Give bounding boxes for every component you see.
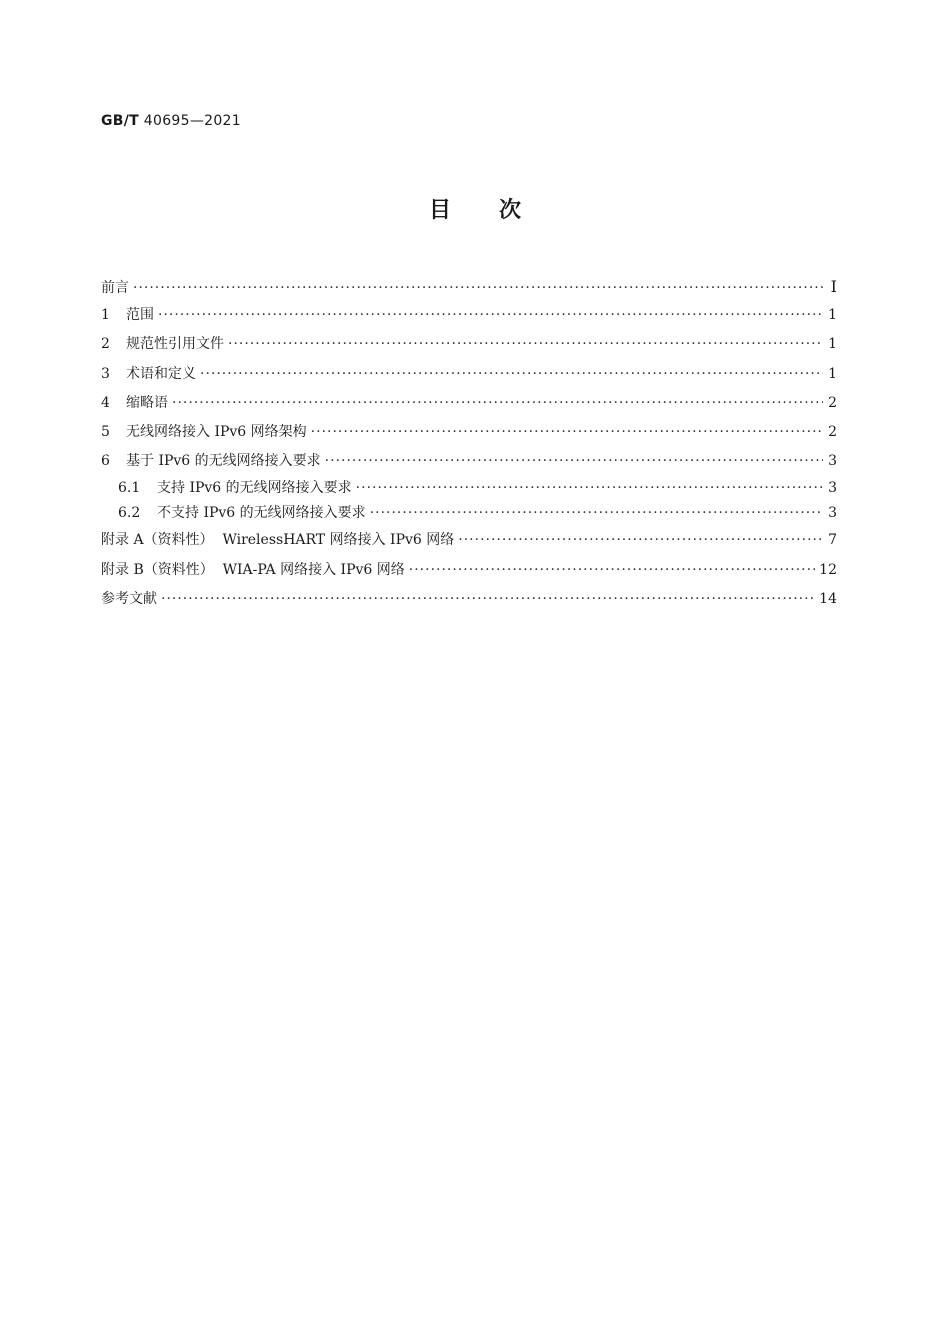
standard-number: 40695—2021: [143, 113, 241, 129]
toc-entry-label: 规范性引用文件: [126, 336, 224, 353]
toc-entry-label: 附录 B（资料性） WIA-PA 网络接入 IPv6 网络: [101, 561, 405, 578]
toc-entry-page: 3: [828, 505, 837, 522]
toc-entry-bibliography[interactable]: [101, 585, 837, 614]
standard-code: [101, 113, 241, 129]
toc-entry-abbreviations[interactable]: [101, 389, 837, 418]
toc-entry-number: 4: [101, 394, 110, 411]
dot-leader: [325, 447, 823, 476]
dot-leader: [356, 476, 823, 501]
dot-leader: [311, 418, 823, 447]
toc-entry-label: 基于 IPv6 的无线网络接入要求: [126, 453, 321, 470]
toc-entry-number: 6: [101, 453, 110, 470]
toc-entry-page: 2: [828, 394, 837, 411]
toc-entry-label: 缩略语: [126, 394, 168, 411]
toc-entry-requirements[interactable]: [101, 447, 837, 476]
dot-leader: [161, 585, 815, 614]
dot-leader: [172, 389, 823, 418]
dot-leader: [409, 556, 815, 585]
toc-entry-number: 1: [101, 307, 110, 324]
toc-entry-terms-definitions[interactable]: [101, 360, 837, 389]
toc-title: 目次: [428, 198, 569, 223]
toc-entry-label: 无线网络接入 IPv6 网络架构: [126, 423, 307, 440]
toc-entry-page: I: [830, 277, 837, 296]
toc-entry-label: 范围: [126, 307, 154, 324]
table-of-contents: [101, 272, 837, 614]
toc-entry-page: 1: [828, 365, 837, 382]
toc-entry-number: 6.1: [118, 480, 141, 497]
toc-entry-page: 12: [819, 561, 837, 578]
toc-entry-page: 14: [819, 590, 837, 607]
toc-entry-number: 3: [101, 365, 110, 382]
dot-leader: [370, 501, 823, 526]
toc-entry-page: 2: [828, 423, 837, 440]
dot-leader: [458, 526, 823, 555]
toc-entry-label: 不支持 IPv6 的无线网络接入要求: [157, 505, 366, 522]
standard-prefix: GB/T: [101, 113, 140, 129]
toc-entry-requirements-ipv6-supported[interactable]: [101, 476, 837, 501]
toc-entry-page: 7: [828, 532, 837, 549]
toc-entry-requirements-ipv6-unsupported[interactable]: [101, 501, 837, 526]
toc-entry-page: 1: [828, 336, 837, 353]
toc-entry-scope[interactable]: [101, 301, 837, 330]
toc-entry-page: 1: [828, 307, 837, 324]
toc-entry-number: 6.2: [118, 505, 141, 522]
toc-entry-annex-a[interactable]: [101, 526, 837, 555]
toc-entry-label: 附录 A（资料性） WirelessHART 网络接入 IPv6 网络: [101, 532, 455, 549]
toc-entry-foreword[interactable]: [101, 272, 837, 301]
toc-entry-label: 参考文献: [101, 590, 157, 607]
toc-entry-annex-b[interactable]: [101, 556, 837, 585]
toc-entry-number: 2: [101, 336, 110, 353]
toc-entry-label: 前言: [101, 280, 129, 296]
toc-entry-page: 3: [828, 480, 837, 497]
toc-entry-normative-references[interactable]: [101, 330, 837, 359]
toc-entry-label: 支持 IPv6 的无线网络接入要求: [157, 480, 352, 497]
toc-entry-label: 术语和定义: [126, 365, 196, 382]
dot-leader: [228, 330, 823, 359]
toc-entry-page: 3: [828, 453, 837, 470]
dot-leader: [200, 360, 823, 389]
dot-leader: [133, 274, 823, 303]
dot-leader: [158, 301, 823, 330]
toc-entry-architecture[interactable]: [101, 418, 837, 447]
toc-entry-number: 5: [101, 423, 110, 440]
